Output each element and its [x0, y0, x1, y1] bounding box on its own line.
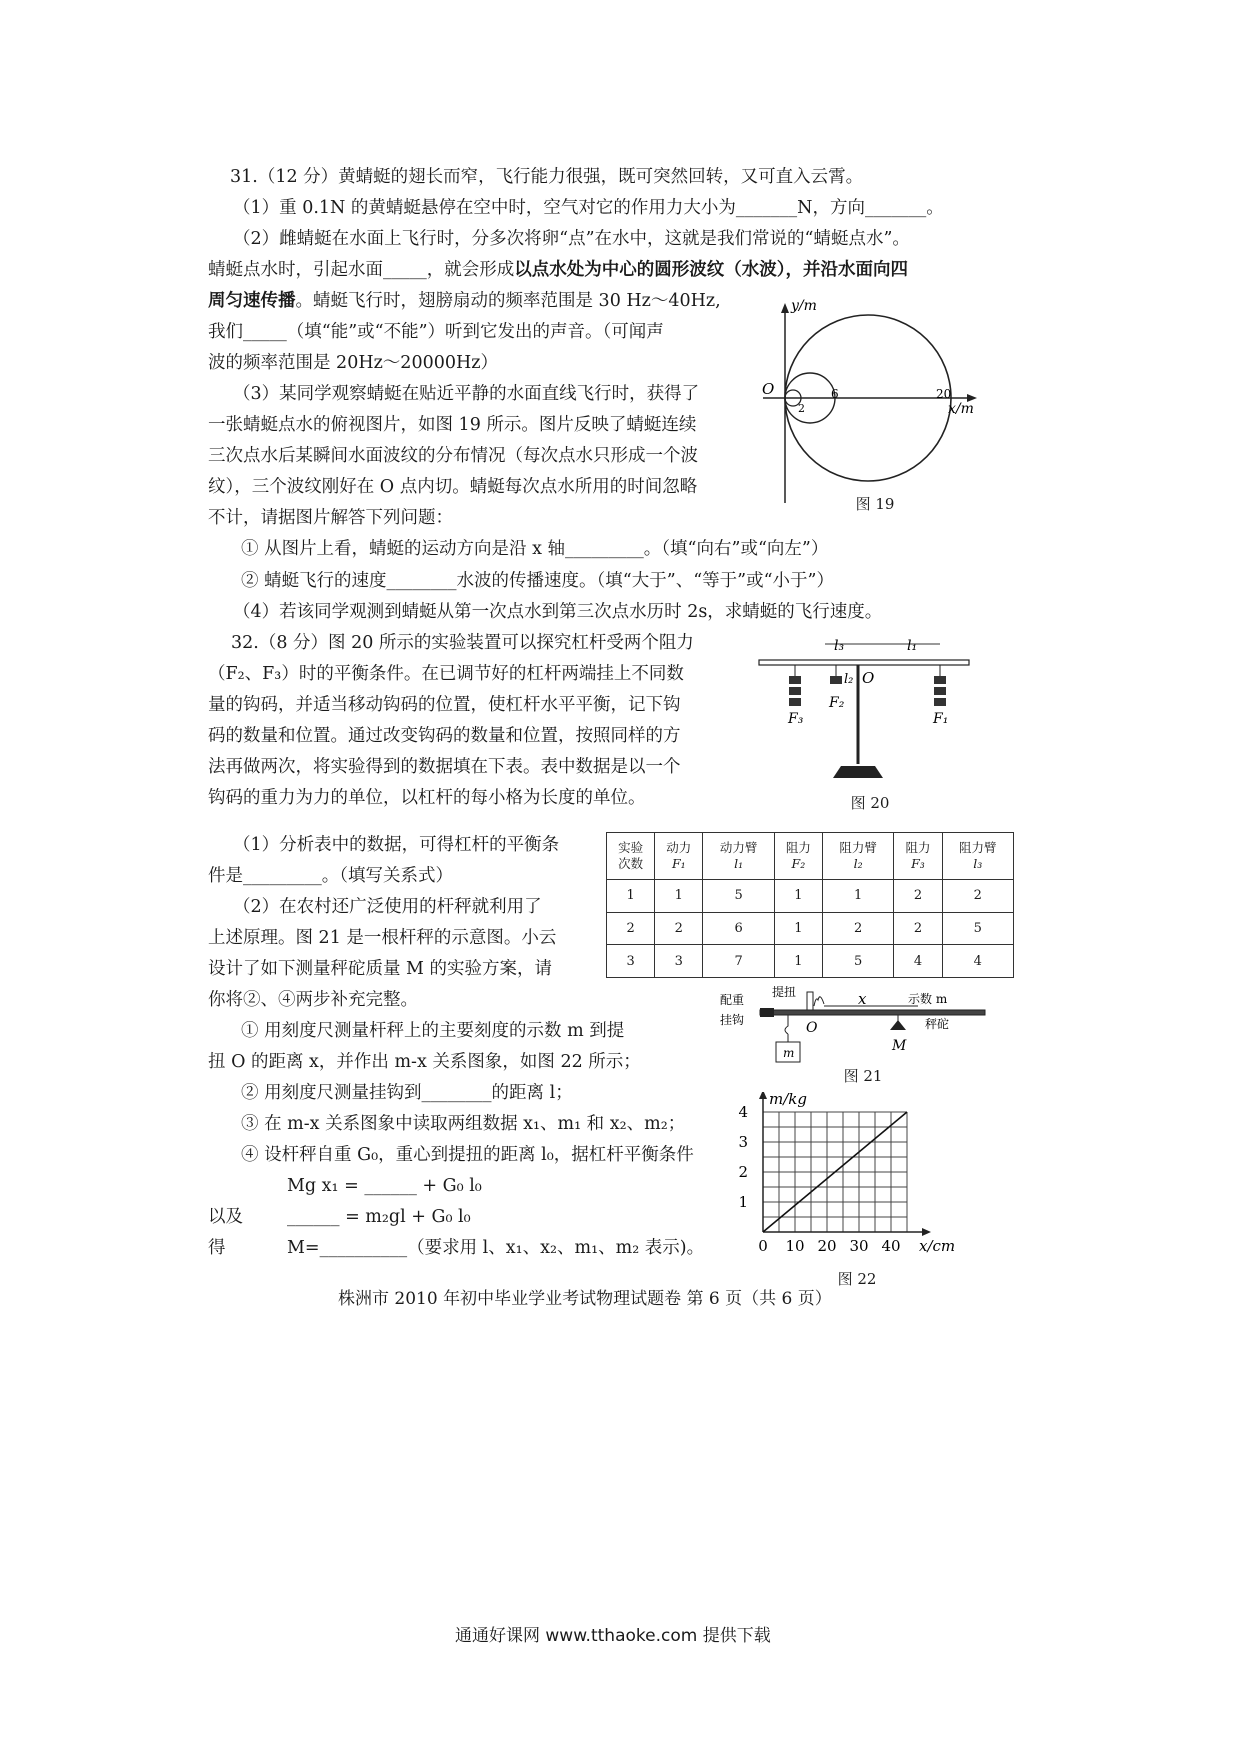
x-tick-label: 20 [817, 1237, 837, 1255]
fig19-origin: O [762, 380, 775, 398]
table-header-cell: 动力臂 l₁ [703, 833, 774, 880]
fig21-hook [785, 1015, 788, 1034]
table-cell: 5 [822, 945, 893, 978]
table-cell: 6 [703, 912, 774, 945]
q32-line-1: 32.（8 分）图 20 所示的实验装置可以探究杠杆受两个阻力 [231, 633, 694, 653]
table-cell: 4 [894, 945, 942, 978]
x-tick-label: 10 [785, 1237, 805, 1255]
experiment-table [606, 832, 1014, 978]
y-tick-label: 4 [738, 1103, 748, 1121]
q31-line-8: （3）某同学观察蜻蜓在贴近平静的水面直线飞行时，获得了 [233, 384, 700, 404]
figure-21 [720, 986, 990, 1064]
q32-line-7: （1）分析表中的数据，可得杠杆的平衡条 [233, 835, 560, 855]
fig20-f2: F₂ [829, 695, 845, 711]
fig20-base [833, 766, 883, 778]
fig20-f1-weight-2 [934, 687, 946, 695]
fig19-x-label: x/m [948, 401, 974, 417]
x-axis-arrow [922, 1228, 931, 1236]
q32-line-6: 钩码的重力为力的单位，以杠杆的每小格为长度的单位。 [208, 788, 646, 808]
q32-line-18: Mg x₁ = ______ + G₀ l₀ [287, 1176, 482, 1196]
fig20-f1-weight-3 [934, 698, 946, 706]
q31-line-7: 波的频率范围是 20Hz～20000Hz） [208, 353, 498, 373]
fig21-chengtuo: 秤砣 [925, 1017, 950, 1031]
y-tick-label: 2 [738, 1163, 748, 1181]
fig21-shishu: 示数 m [908, 992, 948, 1006]
x-tick-label: 0 [758, 1237, 768, 1255]
fig20-f3: F₃ [788, 711, 804, 727]
q31-line-5b: 。蜻蜓飞行时，翅膀扇动的频率范围是 30 Hz～40Hz, [295, 291, 721, 311]
q32-line-10: 上述原理。图 21 是一根杆秤的示意图。小云 [208, 928, 557, 948]
fig19-tick-6: 6 [831, 387, 839, 401]
table-header-cell: 阻力 F₂ [774, 833, 822, 880]
fig21-o: O [806, 1020, 818, 1036]
q31-line-3: （2）雌蜻蜓在水面上飞行时，分多次将卵“点”在水中，这就是我们常说的“蜻蜓点水”。 [233, 229, 910, 249]
q32-line-20a: 得 [208, 1238, 226, 1258]
table-cell: 4 [942, 945, 1013, 978]
page-footer: 株洲市 2010 年初中毕业学业考试物理试题卷 第 6 页（共 6 页） [338, 1289, 832, 1309]
fig20-f2-weight [830, 676, 842, 684]
table-cell: 3 [655, 945, 703, 978]
q31-line-14: ② 蜻蜓飞行的速度________水波的传播速度。（填“大于”、“等于”或“小于”） [241, 571, 834, 591]
q32-line-13: ① 用刻度尺测量杆秤上的主要刻度的示数 m 到提 [241, 1021, 625, 1041]
table-cell: 2 [942, 880, 1013, 913]
table-cell: 5 [942, 912, 1013, 945]
y-axis-arrow [759, 1092, 767, 1099]
q31-line-11: 纹），三个波纹刚好在 O 点内切。蜻蜓每次点水所用的时间忽略 [208, 477, 698, 497]
fig20-lever [759, 660, 969, 665]
fig20-l1: l₁ [907, 638, 918, 654]
y-axis-label: m/kg [769, 1092, 807, 1108]
table-cell: 1 [822, 880, 893, 913]
fig20-o: O [862, 669, 875, 687]
table-row [607, 945, 1014, 978]
fig21-peizhong: 配重 [720, 993, 745, 1007]
q31-line-4 [208, 257, 908, 283]
fig20-l3: l₃ [834, 638, 845, 654]
q32-line-12: 你将②、④两步补充完整。 [208, 990, 418, 1010]
table-header-cell: 阻力 F₃ [894, 833, 942, 880]
table-cell: 1 [774, 945, 822, 978]
fig21-beam [760, 1010, 985, 1015]
table-row [607, 912, 1014, 945]
table-cell: 1 [774, 912, 822, 945]
q32-line-19b: ______ = m₂gl + G₀ l₀ [287, 1207, 471, 1227]
q31-line-15: （4）若该同学观测到蜻蜓从第一次点水到第三次点水历时 2s，求蜻蜓的飞行速度。 [233, 602, 883, 622]
figure-22-chart [735, 1092, 975, 1264]
q31-line-13: ① 从图片上看，蜻蜓的运动方向是沿 x 轴_________。（填“向右”或“向左”） [241, 539, 829, 559]
table-cell: 5 [703, 880, 774, 913]
q31-line-4b: 以点水处为中心的圆形波纹（水波），并沿水面向四 [514, 260, 908, 280]
x-axis-label: x/cm [919, 1237, 956, 1255]
fig20-f3-weight-3 [789, 698, 801, 706]
table-cell: 2 [655, 912, 703, 945]
fig20-f1-weight-1 [934, 676, 946, 684]
q32-line-17: ④ 设杆秤自重 G₀，重心到提扭的距离 l₀，据杠杆平衡条件 [241, 1145, 694, 1165]
table-header-cell: 阻力臂 l₃ [942, 833, 1013, 880]
q31-line-2: （1）重 0.1N 的黄蜻蜓悬停在空中时，空气对它的作用力大小为_______N，方向_______。 [233, 198, 944, 218]
q31-line-5a: 周匀速传播 [208, 291, 296, 311]
table-cell: 2 [894, 912, 942, 945]
q32-line-4: 码的数量和位置。通过改变钩码的数量和位置，按照同样的方 [208, 726, 681, 746]
q32-line-20b: M=__________（要求用 l、x₁、x₂、m₁、m₂ 表示)。 [287, 1238, 705, 1258]
fig21-counterweight [760, 1008, 774, 1017]
table-cell: 1 [607, 880, 655, 913]
download-notice: 通通好课网 www.tthaoke.com 提供下载 [455, 1626, 771, 1646]
fig20-f3-weight-2 [789, 687, 801, 695]
fig22-caption: 图 22 [837, 1270, 877, 1288]
table-header-cell: 实验 次数 [607, 833, 655, 880]
fig20-l2: l₂ [844, 672, 854, 687]
q32-line-8: 件是_________。（填写关系式） [208, 866, 453, 886]
q32-line-15: ② 用刻度尺测量挂钩到________的距离 l； [241, 1083, 573, 1103]
fig21-caption: 图 21 [843, 1067, 883, 1085]
fig19-y-arrow [781, 303, 789, 313]
q32-line-2: （F₂、F₃）时的平衡条件。在已调节好的杠杆两端挂上不同数 [208, 664, 684, 684]
q32-line-9: （2）在农村还广泛使用的杆秤就利用了 [233, 897, 542, 917]
q32-line-16: ③ 在 m-x 关系图象中读取两组数据 x₁、m₁ 和 x₂、m₂； [241, 1114, 686, 1134]
table-row [607, 880, 1014, 913]
table-cell: 3 [607, 945, 655, 978]
q31-line-1: 31.（12 分）黄蜻蜓的翅长而窄，飞行能力很强，既可突然回转，又可直入云霄。 [230, 167, 864, 187]
table-header-row [607, 833, 1014, 880]
y-tick-label: 3 [738, 1133, 748, 1151]
q31-line-6: 我们_____（填“能”或“不能”）听到它发出的声音。（可闻声 [208, 322, 664, 342]
fig19-tick-20: 20 [936, 387, 952, 401]
q32-line-14: 扭 O 的距离 x，并作出 m-x 关系图象，如图 22 所示； [208, 1052, 641, 1072]
y-tick-label: 1 [738, 1193, 748, 1211]
q31-line-5 [208, 288, 721, 314]
fig21-sliding-weight [890, 1020, 906, 1030]
x-tick-label: 30 [849, 1237, 869, 1255]
fig19-caption: 图 19 [855, 495, 895, 513]
fig21-handle [807, 992, 813, 1010]
table-header-cell: 动力 F₁ [655, 833, 703, 880]
figure-19 [755, 298, 985, 518]
fig19-y-label: y/m [791, 298, 817, 314]
table-cell: 2 [894, 880, 942, 913]
fig19-tick-2: 2 [798, 402, 805, 415]
q31-line-4a: 蜻蜓点水时，引起水面_____，就会形成 [208, 260, 515, 280]
q32-line-5: 法再做两次，将实验得到的数据填在下表。表中数据是以一个 [208, 757, 681, 777]
table-header-cell: 阻力臂 l₂ [822, 833, 893, 880]
fig20-f3-weight-1 [789, 676, 801, 684]
fig21-x-brace [814, 997, 824, 1006]
table-cell: 7 [703, 945, 774, 978]
q31-line-12: 不计，请据图片解答下列问题： [208, 508, 453, 528]
fig20-caption: 图 20 [850, 794, 890, 812]
q31-line-9: 一张蜻蜓点水的俯视图片，如图 19 所示。图片反映了蜻蜓连续 [208, 415, 697, 435]
table-cell: 2 [822, 912, 893, 945]
q32-line-11: 设计了如下测量秤砣质量 M 的实验方案，请 [208, 959, 553, 979]
figure-20 [755, 636, 985, 784]
fig21-m: m [783, 1046, 795, 1060]
q31-line-10: 三次点水后某瞬间水面波纹的分布情况（每次点水只形成一个波 [208, 446, 698, 466]
table-cell: 2 [607, 912, 655, 945]
fig20-f1: F₁ [933, 711, 949, 727]
table-cell: 1 [774, 880, 822, 913]
x-tick-label: 40 [881, 1237, 901, 1255]
fig21-tiniu: 提扭 [772, 986, 797, 999]
fig21-guagou: 挂钩 [720, 1013, 745, 1027]
fig21-x: x [858, 990, 867, 1008]
fig21-big-m: M [892, 1038, 907, 1054]
table-cell: 1 [655, 880, 703, 913]
q32-line-19a: 以及 [208, 1207, 243, 1227]
q32-line-3: 量的钩码，并适当移动钩码的位置，使杠杆水平平衡，记下钩 [208, 695, 681, 715]
